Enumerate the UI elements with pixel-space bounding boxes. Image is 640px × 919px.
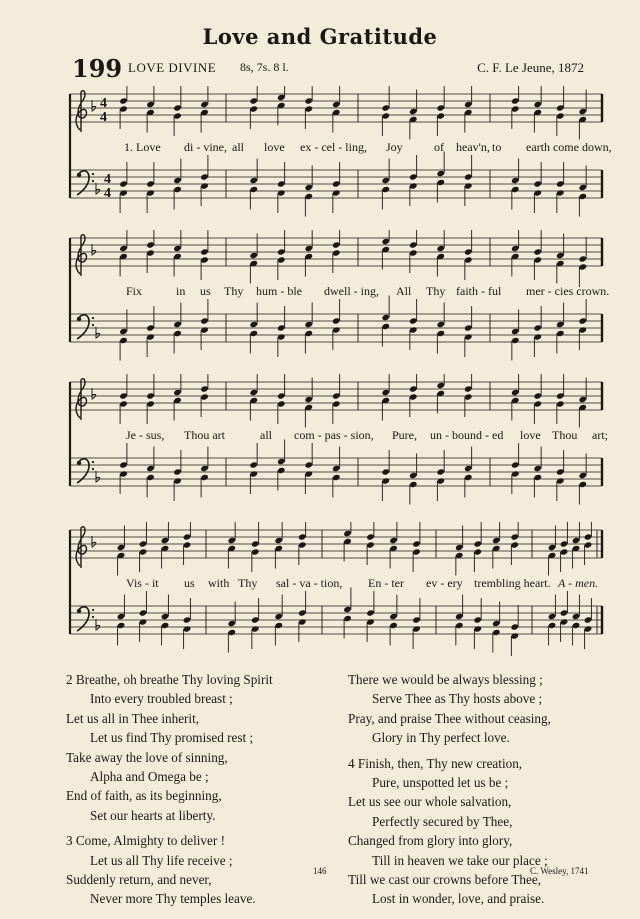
treble-staff	[70, 94, 602, 122]
composer: C. F. Le Jeune, 1872	[477, 60, 584, 75]
time-signature	[104, 172, 111, 201]
treble-notes	[119, 230, 587, 287]
score-svg	[66, 230, 606, 370]
verse-line: Lost in wonder, love, and praise.	[372, 891, 545, 907]
lyric-syllable: earth come down,	[526, 140, 612, 154]
music-system	[66, 374, 606, 514]
treble-clef-icon	[76, 527, 86, 568]
verse-line: Serve Thee as Thy hosts above ;	[372, 691, 543, 707]
lyric-line	[96, 428, 608, 444]
lyric-syllable: Thou art	[184, 428, 225, 442]
lyric-syllable: sal - va - tion,	[276, 576, 343, 590]
verse-line: 4 Finish, then, Thy new creation,	[348, 755, 523, 771]
key-flat-icon	[96, 471, 100, 482]
key-flat-icon	[92, 100, 96, 111]
lyric-syllable: Vis - it	[126, 576, 159, 590]
verse-line: Let us see our whole salvation,	[348, 794, 512, 810]
text-author: C. Wesley, 1741	[530, 866, 589, 876]
verses-left-column	[66, 670, 336, 909]
score-svg	[66, 374, 606, 514]
lyric-syllable: all	[260, 428, 272, 442]
lyric-syllable: all	[232, 140, 244, 154]
verse-line: Into every troubled breast ;	[90, 691, 233, 707]
key-flat-icon	[92, 536, 96, 547]
lyric-line	[96, 576, 599, 592]
verse-line: Till in heaven we take our place ;	[372, 852, 548, 868]
verse-line: Till we cast our crowns before Thee,	[348, 872, 542, 888]
bass-staff	[70, 458, 602, 486]
hymn-meter: 8s, 7s. 8 l.	[240, 60, 289, 74]
verse-line: Pray, and praise Thee without ceasing,	[348, 710, 551, 726]
score-svg	[66, 522, 606, 662]
verse-line: There we would be always blessing ;	[348, 672, 543, 687]
lyric-syllable: to	[492, 140, 502, 154]
verse-line: Changed from glory into glory,	[348, 833, 513, 849]
treble-clef-icon	[76, 91, 86, 132]
music-system	[66, 86, 612, 226]
lyric-syllable: di - vine,	[184, 140, 227, 154]
lyric-syllable: in	[176, 284, 186, 298]
lyric-syllable: Je - sus,	[126, 428, 165, 442]
time-numerator: 4	[100, 96, 107, 111]
bass-notes	[117, 588, 593, 657]
bass-staff	[70, 606, 602, 634]
verse-line: Let us all in Thee inherit,	[66, 710, 200, 726]
verse-line: Alpha and Omega be ;	[90, 769, 209, 785]
lyric-syllable: com - pas - sion,	[294, 428, 374, 442]
treble-staff	[70, 530, 602, 558]
lyric-syllable: with	[208, 576, 230, 590]
lyric-syllable: En - ter	[368, 576, 404, 590]
lyric-syllable: of	[434, 140, 444, 154]
time-numerator: 4	[104, 172, 111, 187]
lyric-syllable: Thou	[552, 428, 578, 442]
lyric-syllable: Fix	[126, 284, 143, 298]
lyric-syllable: mer - cies crown.	[526, 284, 610, 298]
lyric-syllable: 1. Love	[124, 140, 161, 154]
lyric-syllable: Joy	[386, 140, 403, 154]
lyric-syllable: us	[184, 576, 195, 590]
lyric-syllable: A - men.	[558, 576, 599, 590]
score-svg	[66, 86, 606, 226]
lyric-syllable: un - bound - ed	[430, 428, 504, 442]
key-flat-icon	[96, 619, 100, 630]
verse-line: Pure, unspotted let us be ;	[372, 775, 509, 791]
treble-clef-icon	[76, 235, 86, 276]
lyric-syllable: Thy	[238, 576, 258, 590]
tune-name: LOVE DIVINE	[128, 60, 217, 75]
lyric-syllable: hum - ble	[256, 284, 302, 298]
lyric-syllable: us	[200, 284, 211, 298]
verse-line: Glory in Thy perfect love.	[372, 730, 510, 746]
verse-line: Take away the love of sinning,	[66, 749, 228, 765]
key-flat-icon	[92, 244, 96, 255]
hymn-number: 199	[72, 54, 123, 83]
verse-line: 2 Breathe, oh breathe Thy loving Spirit	[66, 672, 273, 687]
lyric-line	[96, 284, 610, 300]
verse-line: Perfectly secured by Thee,	[372, 813, 513, 829]
page-title: Love and Gratitude	[202, 24, 438, 49]
time-denominator: 4	[100, 110, 107, 125]
lyric-syllable: Thy	[426, 284, 446, 298]
lyric-syllable: Thy	[224, 284, 244, 298]
verse-line: End of faith, as its beginning,	[66, 788, 222, 804]
key-flat-icon	[96, 327, 100, 338]
verse-line: Suddenly return, and never,	[66, 872, 212, 888]
verse-line: Let us find Thy promised rest ;	[90, 730, 254, 746]
lyric-syllable: love	[520, 428, 541, 442]
music-system	[66, 230, 610, 370]
key-flat-icon	[92, 388, 96, 399]
time-signature	[100, 96, 107, 125]
lyric-line	[96, 140, 612, 156]
lyric-syllable: ev - ery	[426, 576, 463, 590]
music-system	[66, 522, 606, 662]
lyric-syllable: ex - cel - ling,	[300, 140, 367, 154]
lyric-syllable: All	[396, 284, 412, 298]
lyric-syllable: dwell - ing,	[324, 284, 379, 298]
lyric-syllable: art;	[592, 428, 608, 442]
verse-line: Never more Thy temples leave.	[90, 891, 256, 907]
treble-clef-icon	[76, 379, 86, 420]
verse-line: 3 Come, Almighty to deliver !	[66, 833, 225, 849]
verse-line: Set our hearts at liberty.	[90, 807, 216, 823]
time-denominator: 4	[104, 186, 111, 201]
lyric-syllable: heav'n,	[456, 140, 490, 154]
lyric-syllable: faith - ful	[456, 284, 502, 298]
lyric-syllable: love	[264, 140, 285, 154]
lyric-syllable: trembling heart.	[474, 576, 551, 590]
verse-line: Let us all Thy life receive ;	[90, 852, 233, 868]
page-number: 146	[313, 866, 327, 876]
lyric-syllable: Pure,	[392, 428, 417, 442]
key-flat-icon	[96, 183, 100, 194]
hymn-header	[72, 54, 584, 83]
